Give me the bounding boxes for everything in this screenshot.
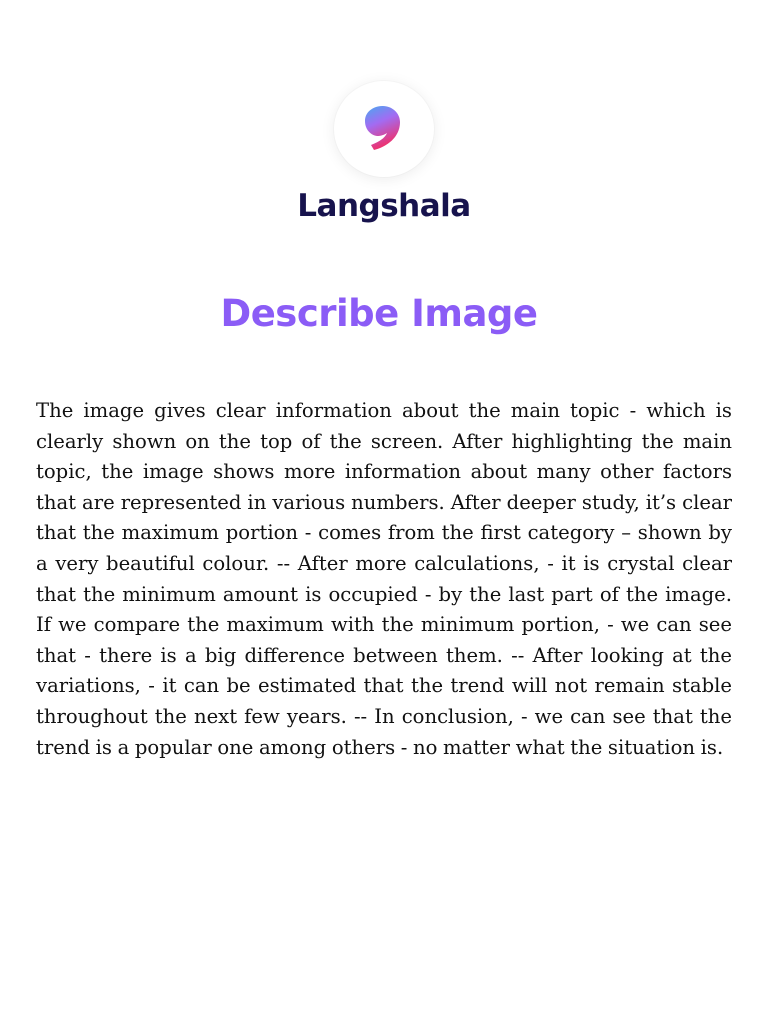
page-title: Describe Image xyxy=(220,292,538,335)
description-paragraph: The image gives clear information about the main topic - which is clearly shown on the top of the screen. After highlighting the main topic, the image shows more information about many other factors that are represented in various numbers. After deeper study, it’s clear that the maximum portion - comes from the first category – shown by a very beautiful colour. -- After more calculations, - it is crystal clear that the minimum amount is occupied - by the last part of the image. If we compare the maximum with the minimum portion, - we can see that - there is a big difference between them. -- After looking at the variations, - it can be estimated that the trend will not remain stable throughout the next few years. -- In conclusion, - we can see that the trend is a popular one among others - no matter what the situation is. xyxy=(36,399,732,759)
comma-logo-icon xyxy=(356,100,412,160)
brand-name: Langshala xyxy=(297,188,471,224)
